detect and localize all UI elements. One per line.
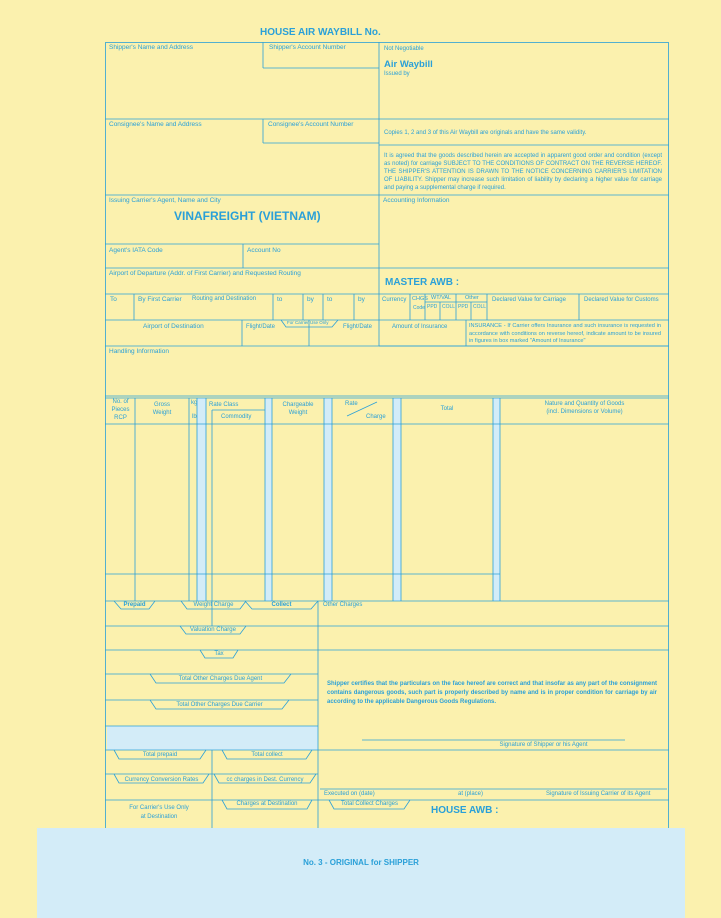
- carrier-use-only-label: For Carrier Use Only: [287, 320, 329, 325]
- shipper-account-label: Shipper's Account Number: [269, 44, 346, 51]
- prepaid-label: Prepaid: [123, 602, 146, 608]
- carrier-signature-label: Signature of Issuing Carrier of its Agent: [546, 791, 651, 797]
- to3-label: to: [327, 296, 333, 303]
- airport-departure-label: Airport of Departure (Addr. of First Carrier) and Requested Routing: [109, 270, 301, 277]
- declared-customs-label: Declared Value for Customs: [584, 297, 659, 303]
- chargeable-label-2: Weight: [288, 410, 308, 416]
- pieces-label-3: RCP: [114, 415, 127, 421]
- gross-label-1: Gross: [153, 402, 170, 408]
- shipper-certification: Shipper certifies that the particulars on the face hereof are correct and that insofar as any part of the consignment contains dangerous goods, such part is properly described by name and is in proper condition for carriage by air according to the applicable Dangerous Goods Regulations.: [327, 681, 657, 705]
- conditions-text: It is agreed that the goods described herein are accepted in apparent good order and condition (except as noted) for carriage SUBJECT TO THE CONDITIONS OF CONTRACT ON THE REVERSE HEREOF. THE SHIPPER'S ATTENTION IS DRAWN TO THE NOTICE CONCERNING CARRIER'S LIMITATION OF LIABILITY. Shipper may increase such limitation of liability by declaring a higher value for carriage and paying a supplemental charge if required.: [384, 153, 662, 191]
- copy-designation: No. 3 - ORIGINAL for SHIPPER: [303, 858, 419, 867]
- issuing-agent-label: Issuing Carrier's Agent, Name and City: [109, 197, 221, 204]
- shipper-signature-label: Signature of Shipper or his Agent: [499, 742, 588, 748]
- airport-destination-label: Airport of Destination: [143, 323, 204, 330]
- copy-band: [37, 828, 685, 918]
- to-label: To: [110, 296, 117, 303]
- by-first-carrier-label: By First Carrier: [138, 296, 182, 303]
- total-collect-charges-label: Total Collect Charges: [340, 801, 399, 807]
- other-carrier-label: Total Other Charges Due Carrier: [176, 702, 263, 708]
- coll2-label: COLL: [473, 304, 487, 310]
- executed-on-label: Executed on (date): [324, 791, 375, 797]
- currency-label: Currency: [382, 297, 407, 303]
- code-label: Code: [413, 305, 425, 311]
- carrier-use-label-1: For Carrier's Use Only: [129, 805, 189, 811]
- pieces-label-1: No. of: [112, 399, 129, 405]
- nature-label-1: Nature and Quantity of Goods: [544, 401, 625, 407]
- weight-charge-label: Weight Charge: [193, 602, 234, 608]
- master-awb-label: MASTER AWB :: [385, 277, 460, 288]
- routing-destination-label: Routing and Destination: [192, 296, 257, 302]
- gross-label-2: Weight: [152, 410, 172, 416]
- by3-label: by: [358, 296, 365, 303]
- tax-label: Tax: [214, 651, 224, 657]
- pieces-label-2: Pieces: [111, 407, 130, 413]
- nature-label-2: (incl. Dimensions or Volume): [546, 409, 623, 415]
- total-collect-label: Total collect: [251, 752, 283, 758]
- agent-iata-label: Agent's IATA Code: [109, 247, 163, 254]
- declared-carriage-label: Declared Value for Carriage: [492, 297, 566, 303]
- wtval-label: WT/VAL: [431, 295, 452, 301]
- total-prepaid-label: Total prepaid: [142, 752, 178, 758]
- house-awb-label: HOUSE AWB :: [431, 805, 499, 816]
- copies-note: Copies 1, 2 and 3 of this Air Waybill are originals and have the same validity.: [384, 130, 587, 136]
- coll1-label: COLL: [442, 304, 456, 310]
- insurance-note: INSURANCE - If Carrier offers Insurance and such insurance is requested in accordance with conditions on reverse hereof, indicate amount to be insured in figures in box marked "Amount of Insurance": [469, 323, 661, 344]
- lb-label: lb: [192, 414, 197, 420]
- ppd1-label: PPD: [427, 304, 438, 310]
- flight-date-2-label: Flight/Date: [343, 324, 373, 330]
- rate-class-label: Rate Class: [209, 402, 239, 408]
- to2-label: to: [277, 296, 283, 303]
- chgs-label: CHGS: [412, 296, 428, 302]
- account-no-label: Account No: [247, 247, 281, 254]
- kg-label: kg: [191, 400, 198, 406]
- consignee-name-label: Consignee's Name and Address: [109, 121, 202, 128]
- air-waybill-heading: Air Waybill: [384, 59, 433, 70]
- agent-name: VINAFREIGHT (VIETNAM): [174, 209, 321, 223]
- other-agent-label: Total Other Charges Due Agent: [178, 676, 263, 682]
- amount-insurance-label: Amount of Insurance: [392, 324, 448, 330]
- form-title: HOUSE AIR WAYBILL No.: [260, 27, 381, 38]
- accounting-label: Accounting Information: [383, 197, 450, 204]
- shipper-name-label: Shipper's Name and Address: [109, 44, 193, 51]
- at-place-label: at (place): [458, 791, 484, 797]
- other-label: Other: [465, 295, 479, 301]
- not-negotiable-label: Not Negotiable: [384, 46, 424, 52]
- issued-by-label: Issued by: [384, 71, 410, 77]
- carrier-use-label-2: at Destination: [140, 814, 178, 820]
- other-charges-label: Other Charges: [323, 602, 363, 608]
- total-label: Total: [440, 406, 454, 412]
- rate-label: Rate: [345, 401, 358, 407]
- valuation-charge-label: Valuation Charge: [190, 627, 236, 633]
- consignee-account-label: Consignee's Account Number: [268, 121, 354, 128]
- handling-info-label: Handling Information: [109, 348, 169, 355]
- cc-charges-label: cc charges in Dest. Currency: [226, 777, 304, 783]
- flight-date-1-label: Flight/Date: [246, 324, 276, 330]
- chargeable-label-1: Chargeable: [282, 402, 314, 408]
- collect-label: Collect: [271, 602, 292, 608]
- by2-label: by: [307, 296, 314, 303]
- ppd2-label: PPD: [458, 304, 469, 310]
- commodity-label: Commodity: [221, 414, 252, 420]
- charge-label: Charge: [366, 414, 386, 420]
- charges-destination-label: Charges at Destination: [236, 801, 298, 807]
- currency-rates-label: Currency Conversion Rates: [124, 777, 199, 783]
